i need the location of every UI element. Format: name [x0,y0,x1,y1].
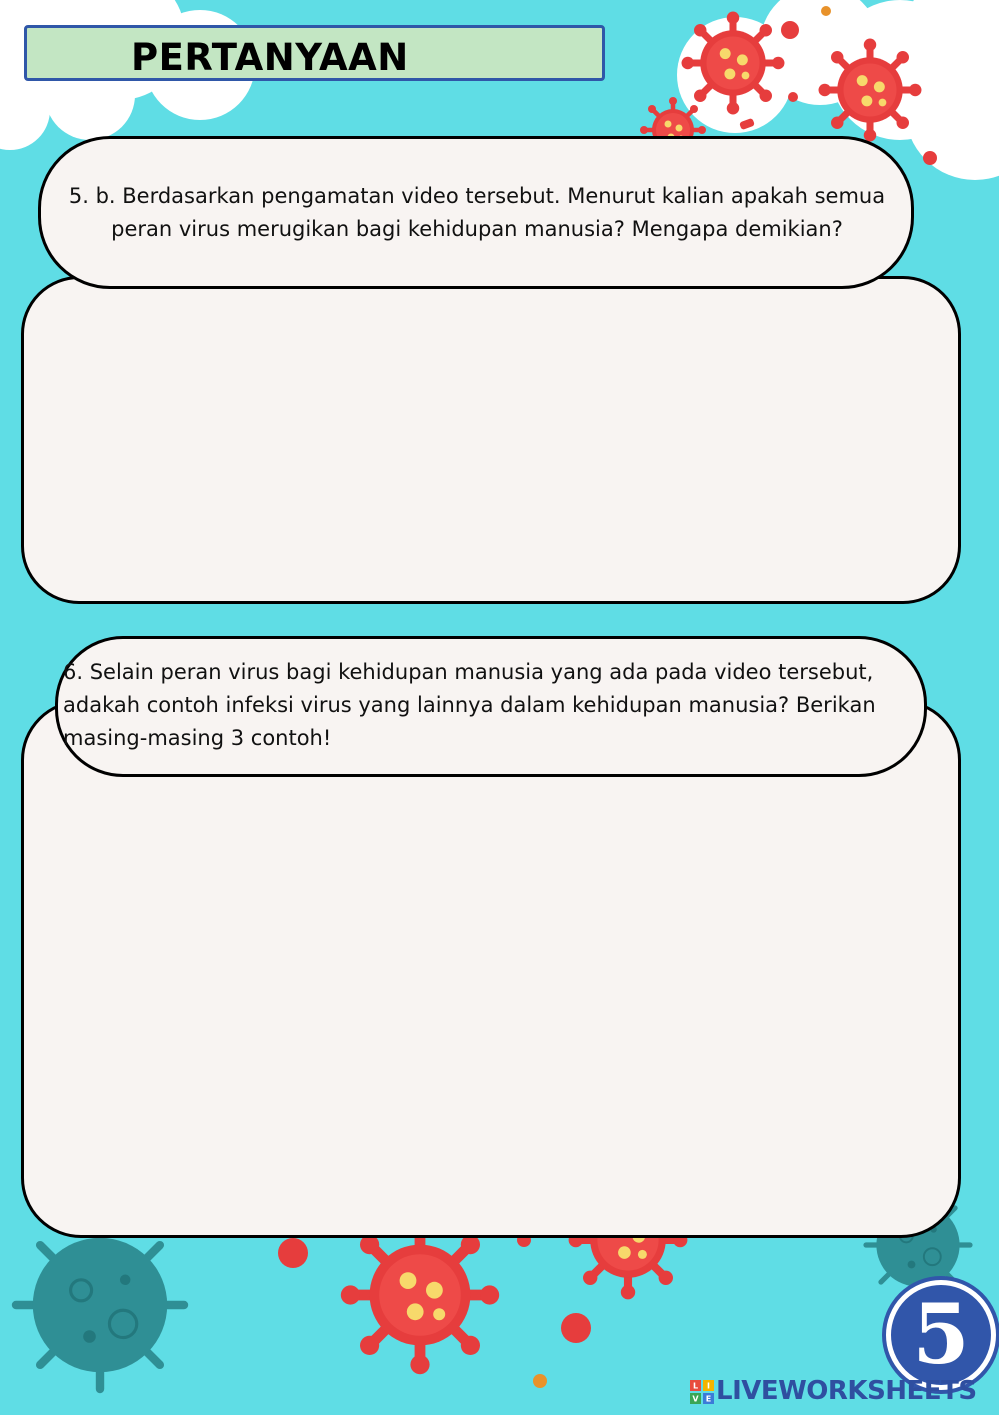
title-banner [24,25,605,81]
answer-area-6[interactable] [21,700,961,1238]
page-title: PERTANYAAN [131,36,409,79]
brand-name: LIVEWORKSHEETS [716,1376,977,1406]
question-text-5b: 5. b. Berdasarkan pengamatan video tersebut. Menurut kalian apakah semua peran virus merugikan bagi kehidupan manusia? Mengapa demikian? [68,184,886,241]
answer-area-5b[interactable] [21,276,961,604]
logo-letter-i: I [707,1381,710,1391]
question-text-6: 6. Selain peran virus bagi kehidupan manusia yang ada pada video tersebut, adakah contoh infeksi virus yang lainnya dalam kehidupan manusia? Berikan masing-masing 3 contoh! [63,660,876,750]
page-number: 5 [912,1287,970,1383]
logo-letter-v: V [692,1394,699,1404]
liveworksheets-logo-icon [690,1380,714,1404]
logo-letter-e: E [705,1394,712,1404]
logo-letter-l: L [692,1381,699,1391]
